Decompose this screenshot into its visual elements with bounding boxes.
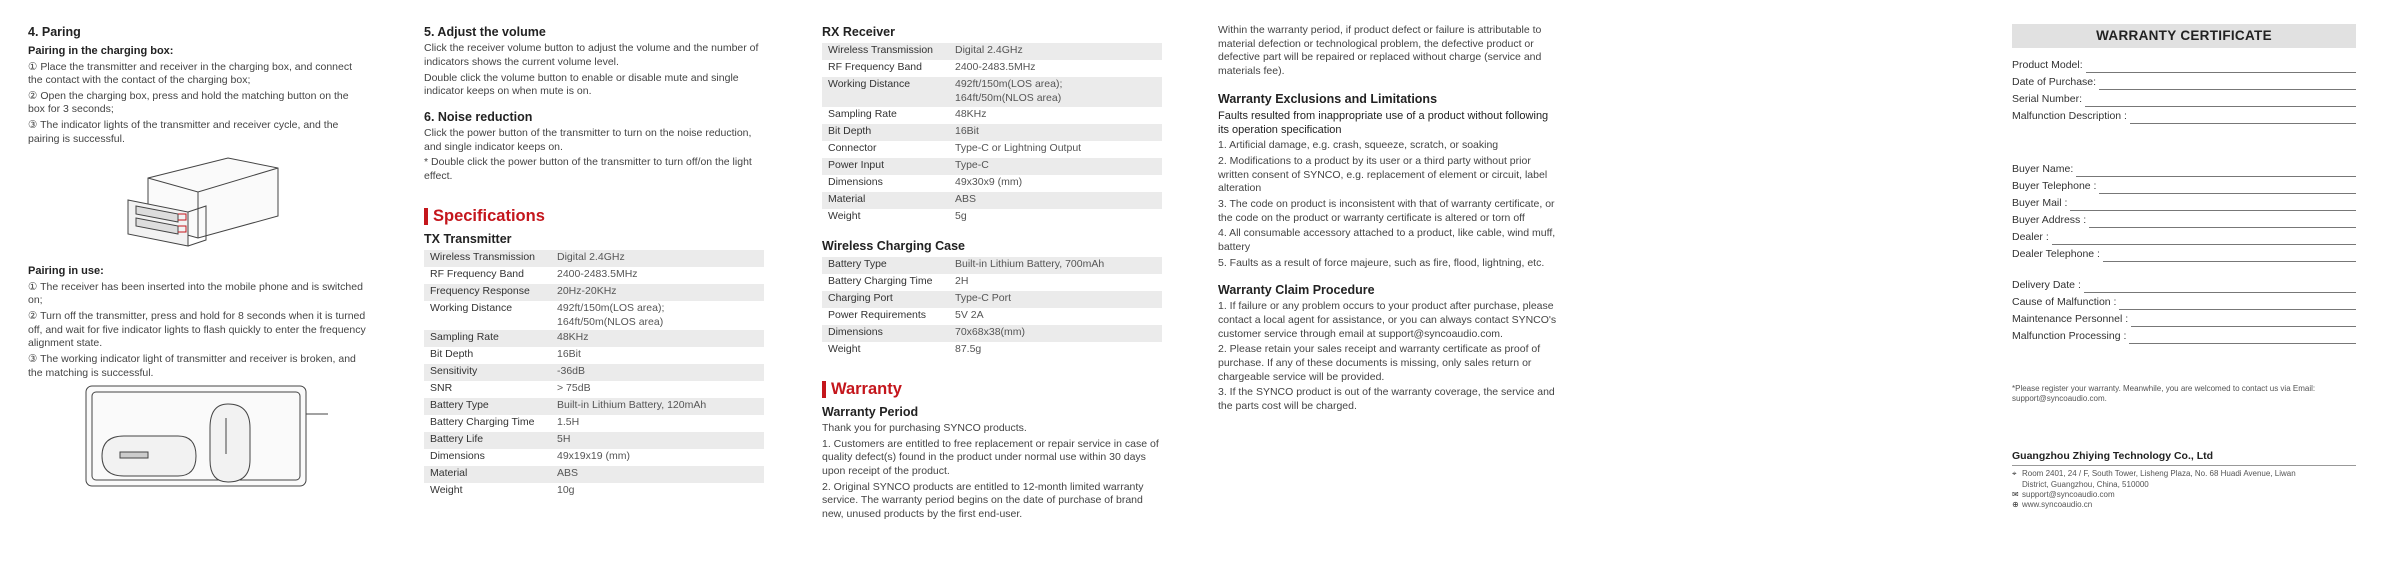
- spec-value: Type-C Port: [949, 291, 1162, 308]
- spec-value: 5V 2A: [955, 308, 984, 321]
- spec-row: [424, 250, 764, 267]
- spec-row: [424, 347, 764, 364]
- spec-row: [424, 364, 764, 381]
- certificate-field-label: Buyer Name:: [2012, 162, 2074, 175]
- spec-label: Sampling Rate: [424, 330, 551, 347]
- certificate-field-label: Delivery Date :: [2012, 278, 2081, 291]
- spec-label: Wireless Transmission: [424, 250, 551, 267]
- certificate-field: [2012, 90, 2356, 107]
- spec-label: Connector: [828, 141, 877, 154]
- spec-row: [822, 291, 1162, 308]
- exclusion-item: 4. All consumable accessory attached to a product, like cable, wind muff, battery: [1218, 227, 1556, 253]
- pairing-box-step: ③ The indicator lights of the transmitter and receiver cycle, and the pairing is successful.: [28, 119, 339, 145]
- address-line: [2012, 469, 2356, 490]
- spec-value: 492ft/150m(LOS area); 164ft/50m(NLOS area): [949, 77, 1162, 106]
- spec-row: [424, 432, 764, 449]
- spec-row: [822, 158, 1162, 175]
- certificate-title: WARRANTY CERTIFICATE: [2012, 24, 2356, 48]
- spec-value: 70x68x38(mm): [949, 325, 1162, 342]
- spec-row: [822, 274, 1162, 291]
- warranty-terms-section: [1218, 24, 1560, 416]
- volume-noise-specs-section: [424, 24, 770, 500]
- pairing-box-subtitle: Pairing in the charging box:: [28, 45, 174, 58]
- pairing-use-step: ① The receiver has been inserted into the mobile phone and is switched on;: [28, 280, 363, 307]
- spec-value: > 75dB: [557, 382, 591, 395]
- exclusions-subtitle: Faults resulted from inappropriate use of a product without following its operation specification: [1218, 109, 1549, 137]
- exclusion-item: 2. Modifications to a product by its user or a third party without prior written consent of SYNCO, e.g. replacement of element or circuit, label alteration: [1218, 155, 1548, 195]
- spec-value: 48KHz: [551, 330, 764, 347]
- charging-box-illustration: [28, 150, 368, 260]
- spec-row: [822, 325, 1162, 342]
- rx-spec-table: [822, 43, 1162, 225]
- pairing-use-subtitle: Pairing in use:: [28, 265, 104, 278]
- warranty-period-text: Thank you for purchasing SYNCO products.: [822, 422, 1027, 435]
- certificate-field: [2012, 228, 2356, 245]
- certificate-field-line[interactable]: [2119, 299, 2356, 310]
- specifications-heading: Specifications: [424, 208, 770, 225]
- certificate-field-label: Buyer Address :: [2012, 213, 2087, 226]
- spec-row: [822, 308, 1162, 325]
- spec-label: Weight: [828, 342, 861, 355]
- certificate-field-line[interactable]: [2076, 166, 2356, 177]
- spec-value: 16Bit: [557, 348, 581, 361]
- certificate-field-label: Maintenance Personnel :: [2012, 312, 2129, 325]
- spec-row: [822, 342, 1162, 359]
- mail-icon: ✉: [2012, 489, 2019, 499]
- warranty-heading: Warranty: [822, 381, 1164, 398]
- claim-item: 1. If failure or any problem occurs to your product after purchase, please contact a local agent for assistance, or you can always contact SYNCO's customer service through email at support@syncoaudio.com.: [1218, 300, 1557, 340]
- certificate-product-fields: [2012, 56, 2356, 124]
- spec-label: Frequency Response: [424, 284, 551, 301]
- spec-row: [822, 141, 1162, 158]
- web-line: [2012, 500, 2356, 510]
- certificate-field: [2012, 177, 2356, 194]
- spec-label: Working Distance: [430, 301, 513, 314]
- certificate-field: [2012, 56, 2356, 73]
- certificate-field: [2012, 194, 2356, 211]
- spec-label: Power Requirements: [828, 308, 927, 321]
- spec-value: 2H: [955, 274, 969, 287]
- spec-row: [424, 301, 764, 330]
- certificate-field-line[interactable]: [2131, 316, 2356, 327]
- pairing-box-steps: [28, 61, 368, 147]
- pairing-use-step: ③ The working indicator light of transmitter and receiver is broken, and the matching is successful.: [28, 352, 356, 379]
- spec-label: Sampling Rate: [828, 107, 897, 120]
- spec-label: Material: [424, 466, 551, 483]
- pairing-box-step: ② Open the charging box, press and hold the matching button on the box for 3 seconds;: [28, 89, 349, 116]
- spec-value: 492ft/150m(LOS area); 164ft/50m(NLOS area): [557, 301, 665, 328]
- spec-label: Weight: [430, 484, 463, 497]
- spec-value: 87.5g: [955, 342, 982, 355]
- location-icon: ⌖: [2012, 469, 2017, 479]
- certificate-field: [2012, 310, 2356, 327]
- spec-value: 2400-2483.5MHz: [955, 61, 1036, 74]
- certificate-field-line[interactable]: [2099, 79, 2356, 90]
- certificate-field: [2012, 211, 2356, 228]
- spec-row: [424, 466, 764, 483]
- certificate-field-line[interactable]: [2085, 96, 2356, 107]
- certificate-field-label: Product Model:: [2012, 58, 2083, 71]
- spec-value: Digital 2.4GHz: [949, 43, 1162, 60]
- spec-value: Built-in Lithium Battery, 120mAh: [551, 398, 764, 415]
- spec-row: [822, 60, 1162, 77]
- globe-icon: ⊕: [2012, 500, 2019, 510]
- spec-value: 48KHz: [955, 107, 987, 120]
- pairing-section: [28, 24, 368, 494]
- certificate-field-line[interactable]: [2084, 282, 2356, 293]
- spec-row: [822, 175, 1162, 192]
- claim-item: 3. If the SYNCO product is out of the warranty coverage, the service and the parts cost will be charged.: [1218, 386, 1555, 412]
- warranty-intro: Within the warranty period, if product defect or failure is attributable to material defection or technological problem, the defective product or defective part will be repaired or replaced without charge (service and materials fee).: [1218, 24, 1542, 77]
- rx-receiver-title: RX Receiver: [822, 25, 895, 39]
- spec-value: -36dB: [551, 364, 764, 381]
- phone-receiver-illustration: [28, 384, 368, 490]
- spec-row: [424, 398, 764, 415]
- certificate-field-label: Cause of Malfunction :: [2012, 295, 2117, 308]
- spec-row: [424, 381, 764, 398]
- spec-label: Bit Depth: [822, 124, 949, 141]
- spec-value: Type-C or Lightning Output: [955, 141, 1082, 154]
- address-text: Room 2401, 24 / F, South Tower, Lisheng Plaza, No. 68 Huadi Avenue, Liwan District, Guangzhou, China, 510000: [2022, 469, 2296, 489]
- spec-label: Battery Type: [424, 398, 551, 415]
- certificate-field-label: Malfunction Processing :: [2012, 329, 2127, 342]
- certificate-field-label: Dealer :: [2012, 230, 2049, 243]
- spec-value: 49x30x9 (mm): [955, 175, 1023, 188]
- pairing-use-steps: [28, 281, 368, 380]
- exclusion-item: 1. Artificial damage, e.g. crash, squeeze, scratch, or soaking: [1218, 139, 1499, 152]
- certificate-field: [2012, 245, 2356, 262]
- spec-label: RF Frequency Band: [828, 61, 922, 74]
- exclusion-item: 3. The code on product is inconsistent with that of warranty certificate, or the code on the product or warranty certificate is altered or torn off: [1218, 197, 1555, 224]
- spec-label: Dimensions: [822, 325, 949, 342]
- spec-row: [822, 192, 1162, 209]
- spec-value: ABS: [551, 466, 764, 483]
- spec-row: [822, 209, 1162, 226]
- claim-title: Warranty Claim Procedure: [1218, 283, 1375, 298]
- spec-label: Material: [822, 192, 949, 209]
- certificate-buyer-fields: [2012, 160, 2356, 262]
- spec-label: Working Distance: [822, 77, 949, 106]
- certificate-field-line[interactable]: [2099, 183, 2356, 194]
- noise-text: * Double click the power button of the transmitter to turn off/on the light effect.: [424, 156, 752, 182]
- spec-row: [424, 284, 764, 301]
- spec-row: [822, 77, 1162, 106]
- spec-row: [424, 449, 764, 466]
- certificate-field: [2012, 276, 2356, 293]
- spec-label: Weight: [828, 209, 861, 222]
- spec-value: 49x19x19 (mm): [557, 450, 630, 463]
- spec-value: ABS: [949, 192, 1162, 209]
- spec-row: [424, 267, 764, 284]
- company-name: Guangzhou Zhiying Technology Co., Ltd: [2012, 450, 2356, 467]
- certificate-field-line[interactable]: [2129, 333, 2356, 344]
- noise-text: Click the power button of the transmitter to turn on the noise reduction, and single indicator keeps on.: [424, 127, 752, 153]
- claim-item: 2. Please retain your sales receipt and warranty certificate as proof of purchase. If any of these documents is missing, only sales return or chargeable service will be provided.: [1218, 343, 1541, 383]
- certificate-field-label: Date of Purchase:: [2012, 75, 2097, 88]
- spec-value: 10g: [557, 484, 575, 497]
- spec-value: Built-in Lithium Battery, 700mAh: [949, 257, 1162, 274]
- certificate-field-line[interactable]: [2103, 251, 2356, 262]
- certificate-field-label: Buyer Telephone :: [2012, 179, 2097, 192]
- spec-row: [424, 415, 764, 432]
- spec-label: Charging Port: [822, 291, 949, 308]
- spec-label: Battery Type: [822, 257, 949, 274]
- pairing-title: 4. Paring: [28, 25, 81, 39]
- tx-spec-table: [424, 250, 764, 500]
- spec-row: [822, 43, 1162, 60]
- spec-label: RF Frequency Band: [430, 267, 524, 280]
- spec-label: Battery Charging Time: [430, 416, 535, 429]
- spec-row: [424, 483, 764, 500]
- warranty-certificate: [2012, 24, 2356, 511]
- tx-transmitter-title: TX Transmitter: [424, 231, 512, 246]
- spec-value: 20Hz-20KHz: [551, 284, 764, 301]
- spec-label: Battery Charging Time: [828, 274, 933, 287]
- certificate-field: [2012, 293, 2356, 310]
- spec-row: [822, 124, 1162, 141]
- email-line: [2012, 490, 2356, 500]
- exclusion-item: 5. Faults as a result of force majeure, such as fire, flood, lightning, etc.: [1218, 256, 1545, 269]
- spec-label: Wireless Transmission: [822, 43, 949, 60]
- spec-label: Dimensions: [828, 175, 883, 188]
- spec-value: 16Bit: [949, 124, 1162, 141]
- spec-label: Dimensions: [430, 450, 485, 463]
- spec-label: Sensitivity: [424, 364, 551, 381]
- charging-case-title: Wireless Charging Case: [822, 238, 965, 253]
- certificate-field-line[interactable]: [2089, 217, 2356, 228]
- spec-row: [424, 330, 764, 347]
- spec-value: Digital 2.4GHz: [551, 250, 764, 267]
- warranty-period-title: Warranty Period: [822, 404, 919, 419]
- volume-text: Click the receiver volume button to adjust the volume and the number of indicators shows the current volume level.: [424, 42, 759, 68]
- certificate-field-label: Dealer Telephone :: [2012, 247, 2100, 260]
- certificate-field-label: Malfunction Description :: [2012, 109, 2127, 122]
- noise-title: 6. Noise reduction: [424, 109, 533, 124]
- spec-value: 1.5H: [557, 416, 580, 429]
- certificate-field-line[interactable]: [2070, 200, 2356, 211]
- pairing-box-step: ① Place the transmitter and receiver in the charging box, and connect the contact with the contact of the charging box;: [28, 60, 353, 87]
- certificate-field: [2012, 73, 2356, 90]
- certificate-field: [2012, 107, 2356, 124]
- spec-value: 5g: [955, 209, 967, 222]
- register-note: *Please register your warranty. Meanwhile, you are welcomed to contact us via Email: support@syncoaudio.com.: [2012, 383, 2316, 403]
- certificate-field: [2012, 160, 2356, 177]
- certificate-field: [2012, 327, 2356, 344]
- web-text[interactable]: www.syncoaudio.cn: [2022, 500, 2093, 510]
- spec-label: Power Input: [822, 158, 949, 175]
- spec-label: SNR: [430, 382, 453, 395]
- spec-row: [822, 107, 1162, 124]
- warranty-period-text: 1. Customers are entitled to free replacement or repair service in case of quality defect(s) found in the product under normal use within 30 days upon receipt of the product.: [822, 437, 1159, 477]
- spec-label: Bit Depth: [430, 348, 474, 361]
- certificate-field-line[interactable]: [2086, 62, 2356, 73]
- pairing-use-step: ② Turn off the transmitter, press and hold for 8 seconds when it is turned off, and wait for five indicator lights to flash quickly to enter the frequency alignment state.: [28, 309, 366, 350]
- certificate-field-label: Buyer Mail :: [2012, 196, 2068, 209]
- exclusions-title: Warranty Exclusions and Limitations: [1218, 91, 1438, 106]
- certificate-field-label: Serial Number:: [2012, 92, 2083, 105]
- certificate-field-line[interactable]: [2052, 234, 2356, 245]
- spec-value: Type-C: [949, 158, 1162, 175]
- case-spec-table: [822, 257, 1162, 359]
- volume-text: Double click the volume button to enable or disable mute and single indicator keeps on when mute is on.: [424, 71, 739, 98]
- volume-title: 5. Adjust the volume: [424, 25, 546, 39]
- rx-case-warranty-section: [822, 24, 1164, 524]
- warranty-period-text: 2. Original SYNCO products are entitled to 12-month limited warranty service. The warranty period begins on the date of purchase of brand new, unused products by the first end-user.: [822, 480, 1144, 520]
- spec-value: 5H: [551, 432, 764, 449]
- spec-value: 2400-2483.5MHz: [557, 267, 638, 280]
- spec-label: Battery Life: [424, 432, 551, 449]
- certificate-service-fields: [2012, 276, 2356, 344]
- certificate-field-line[interactable]: [2130, 113, 2356, 124]
- spec-row: [822, 257, 1162, 274]
- email-text[interactable]: support@syncoaudio.com: [2022, 489, 2115, 499]
